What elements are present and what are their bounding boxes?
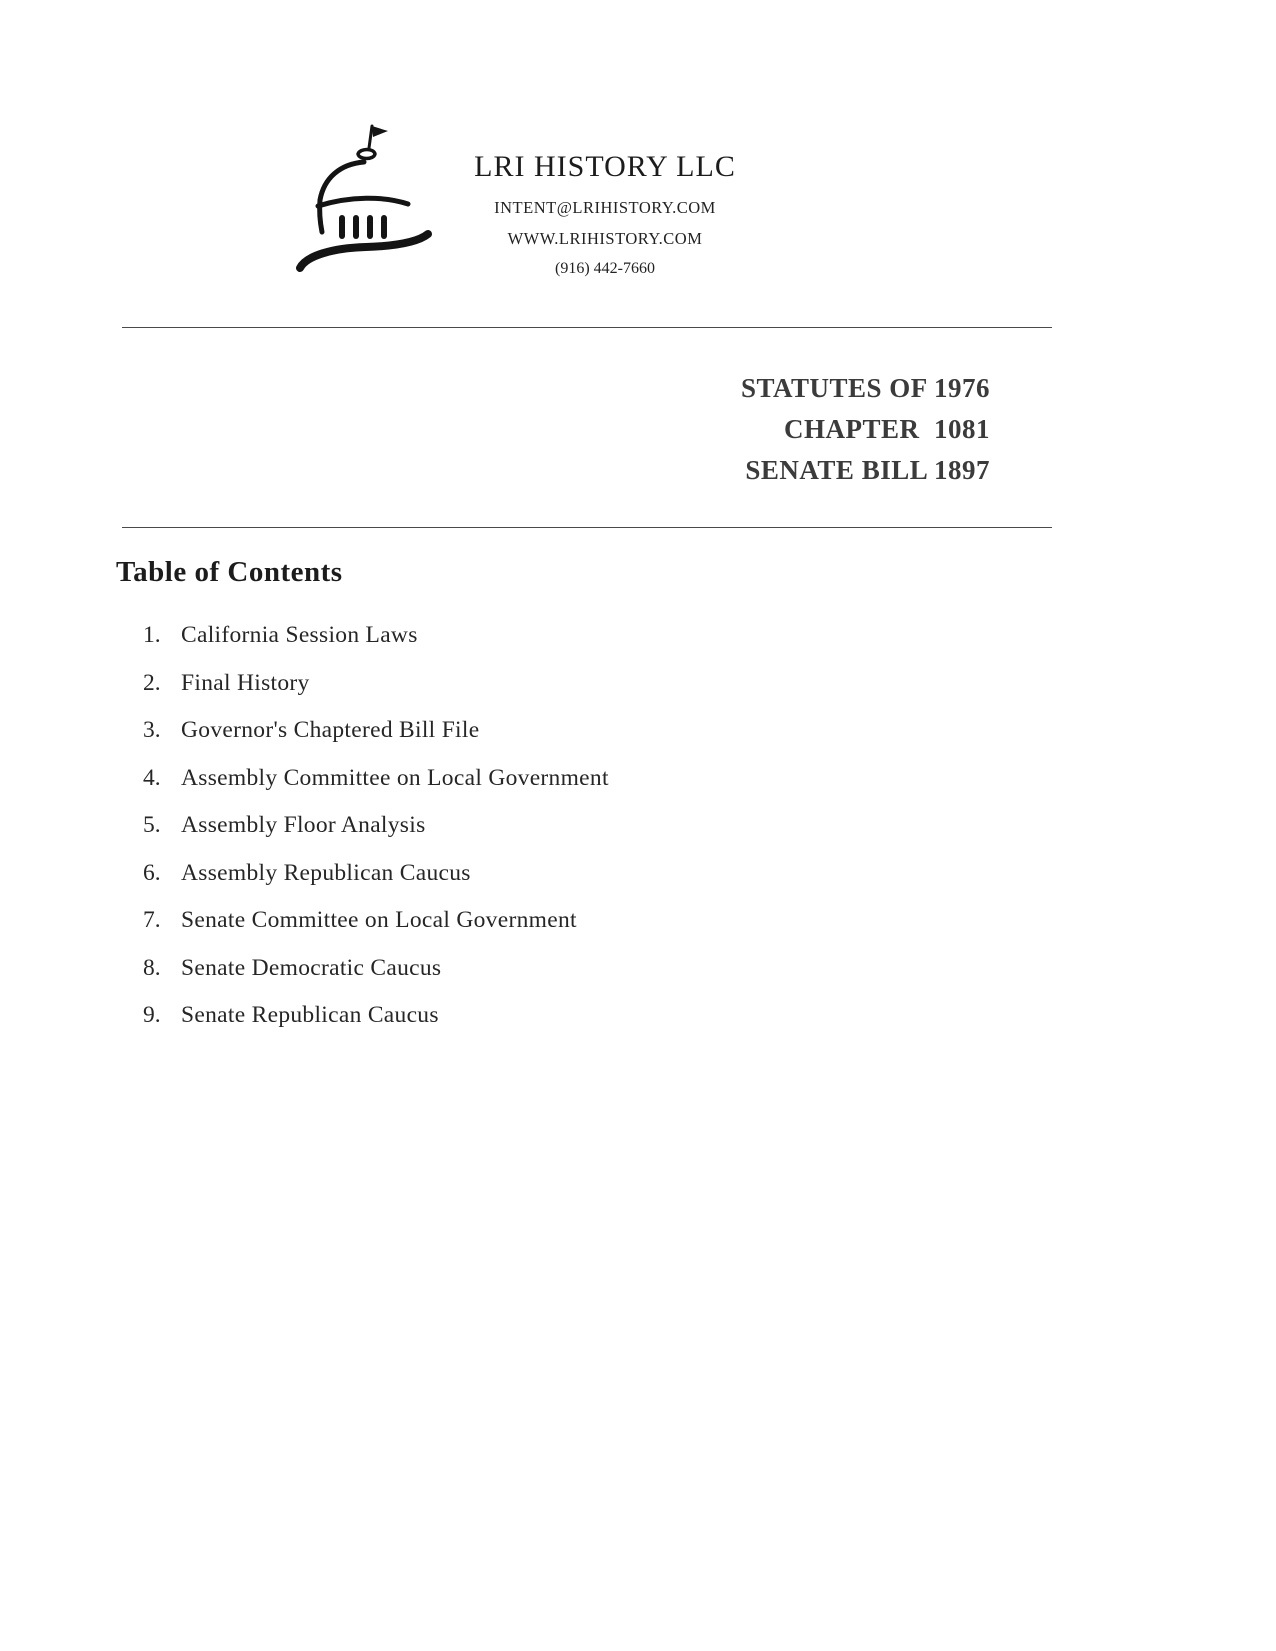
toc-item-label: Assembly Floor Analysis [181,812,426,838]
toc-item [143,765,843,813]
toc-item [143,812,843,860]
toc-item-number: 1. [143,622,161,648]
senate-bill-line: SENATE BILL 1897 [745,455,990,485]
toc-item-number: 6. [143,859,161,886]
company-email: INTENT@LRIHISTORY.COM [494,198,716,217]
toc-item-label: California Session Laws [181,622,418,648]
toc-item-label: Senate Republican Caucus [181,1002,439,1028]
toc-item [143,1002,843,1050]
statutes-line: STATUTES OF 1976 [740,373,990,403]
company-phone: (916) 442-7660 [555,260,655,277]
divider-top [122,327,1052,328]
toc-heading: Table of Contents [116,556,343,588]
toc-item-number: 5. [143,812,161,838]
company-website: WWW.LRIHISTORY.COM [507,229,703,248]
toc-item [143,622,843,670]
capitol-dome-logo-icon [292,120,442,285]
toc-item-label: Assembly Committee on Local Government [181,764,609,791]
toc-item-label: Final History [181,669,310,696]
chapter-line: CHAPTER 1081 [783,414,990,444]
toc-item-label: Senate Committee on Local Government [181,907,577,933]
divider-bottom [122,527,1052,528]
toc-item [143,955,843,1003]
toc-item-number: 2. [143,669,161,696]
toc-item [143,717,843,765]
toc-item-number: 4. [143,764,161,791]
toc-item-number: 7. [143,907,161,933]
company-name: LRI HISTORY LLC [474,150,736,183]
statute-title-block [741,368,990,491]
toc-item [143,860,843,908]
toc-item-number: 3. [143,717,161,743]
toc-item-label: Senate Democratic Caucus [181,954,442,981]
toc-item-label: Assembly Republican Caucus [181,859,471,886]
toc-item-label: Governor's Chaptered Bill File [181,717,480,743]
toc-item-number: 8. [143,954,161,981]
toc-item [143,907,843,955]
toc-item-number: 9. [143,1002,161,1028]
letterhead [430,150,780,278]
toc-item [143,670,843,718]
toc-list [143,622,843,1050]
